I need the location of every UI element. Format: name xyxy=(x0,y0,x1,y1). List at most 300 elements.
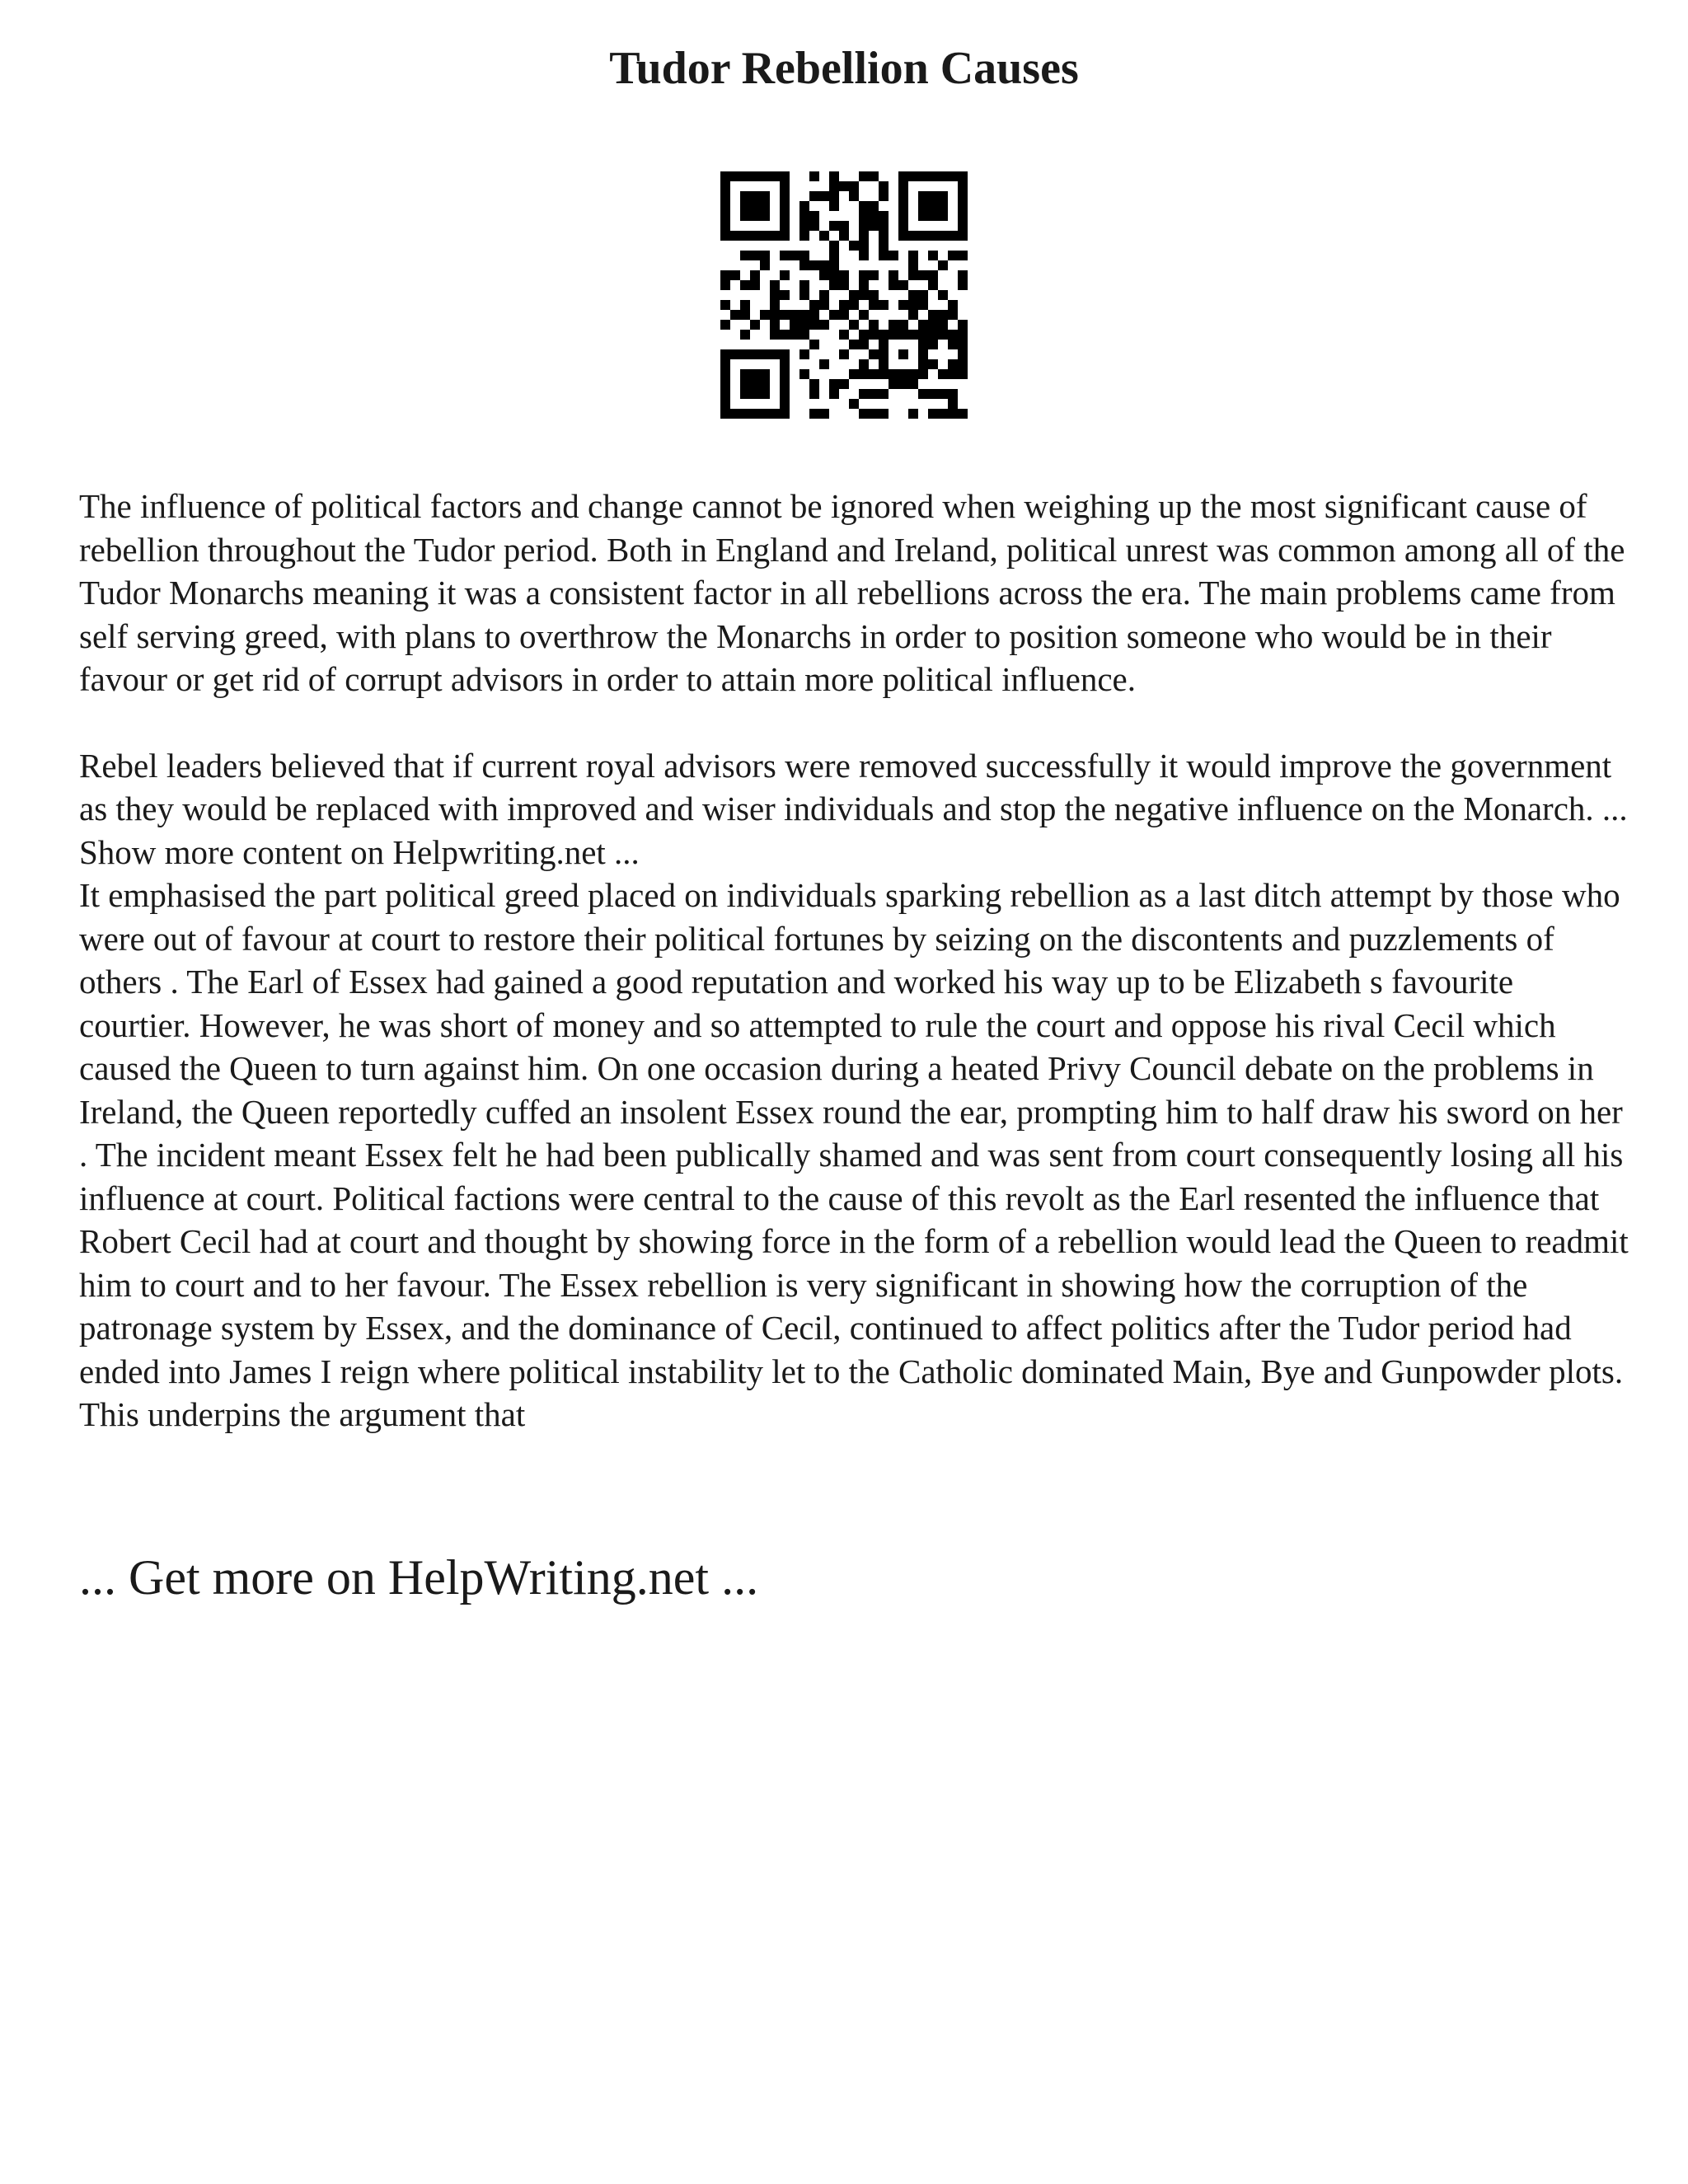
qr-module xyxy=(809,191,819,201)
qr-module xyxy=(948,369,958,379)
qr-module xyxy=(958,251,968,260)
qr-module xyxy=(740,300,750,310)
qr-module xyxy=(869,201,879,211)
qr-module xyxy=(819,320,829,330)
qr-module xyxy=(750,349,760,359)
qr-module xyxy=(849,300,859,310)
qr-module xyxy=(918,231,928,241)
qr-module xyxy=(869,270,879,280)
paragraph-2: Rebel leaders believed that if current royal advisors were removed successfully it would improve the government as they would be replaced with improved and wiser individuals and stop the negative influence on the Monarch. ... Show more content on Helpwriting.net ... xyxy=(79,746,1628,871)
qr-module xyxy=(780,399,790,409)
qr-module xyxy=(869,221,879,231)
qr-module xyxy=(948,300,958,310)
qr-module xyxy=(829,221,839,231)
qr-module xyxy=(819,290,829,300)
qr-module xyxy=(799,280,809,290)
qr-module xyxy=(889,251,898,260)
qr-module xyxy=(869,211,879,221)
qr-module xyxy=(750,251,760,260)
qr-module xyxy=(908,310,918,320)
qr-module xyxy=(938,389,948,399)
qr-module xyxy=(780,231,790,241)
qr-module xyxy=(879,340,889,349)
qr-module xyxy=(918,340,928,349)
qr-module xyxy=(819,260,829,270)
qr-module xyxy=(958,340,968,349)
qr-module xyxy=(859,310,869,320)
qr-module xyxy=(958,181,968,191)
qr-module xyxy=(879,181,889,191)
qr-module xyxy=(819,300,829,310)
qr-module xyxy=(938,409,948,419)
qr-module xyxy=(869,369,879,379)
qr-module xyxy=(799,260,809,270)
qr-module xyxy=(958,280,968,290)
qr-module xyxy=(869,330,879,340)
qr-module xyxy=(889,270,898,280)
qr-module xyxy=(948,231,958,241)
qr-module xyxy=(908,300,918,310)
qr-module xyxy=(958,330,968,340)
qr-module xyxy=(859,201,869,211)
qr-module xyxy=(730,171,740,181)
qr-module xyxy=(958,211,968,221)
qr-module xyxy=(730,409,740,419)
qr-module xyxy=(760,369,770,379)
qr-module xyxy=(908,231,918,241)
qr-module xyxy=(849,181,859,191)
qr-module xyxy=(839,349,849,359)
qr-module xyxy=(829,191,839,201)
qr-module xyxy=(760,201,770,211)
qr-module xyxy=(958,359,968,369)
qr-module xyxy=(898,181,908,191)
paragraph-1: The influence of political factors and change cannot be ignored when weighing up the most significant cause of rebellion throughout the Tudor period. Both in England and Ireland, political unrest was common among all of the Tudor Monarchs meaning it was a consistent factor in all rebellions across the era. The main problems came from self serving greed, with plans to overthrow the Monarchs in order to position someone who would be in their favour or get rid of corrupt advisors in order to attain more political influence. xyxy=(79,487,1625,698)
qr-module xyxy=(849,191,859,201)
qr-module xyxy=(740,211,750,221)
qr-module xyxy=(829,379,839,389)
qr-module xyxy=(948,251,958,260)
qr-module xyxy=(839,330,849,340)
qr-module xyxy=(829,310,839,320)
qr-module xyxy=(799,330,809,340)
qr-module xyxy=(770,290,780,300)
qr-module xyxy=(790,330,799,340)
qr-module xyxy=(948,399,958,409)
qr-module xyxy=(760,349,770,359)
qr-module xyxy=(780,379,790,389)
qr-module xyxy=(879,251,889,260)
qr-module xyxy=(879,241,889,251)
qr-module xyxy=(918,320,928,330)
qr-module xyxy=(760,389,770,399)
qr-module xyxy=(750,379,760,389)
qr-module xyxy=(740,330,750,340)
qr-module xyxy=(750,270,760,280)
qr-module xyxy=(809,340,819,349)
qr-module xyxy=(849,369,859,379)
qr-module xyxy=(879,211,889,221)
qr-module xyxy=(839,270,849,280)
qr-module xyxy=(958,270,968,280)
qr-module xyxy=(780,310,790,320)
qr-module xyxy=(740,389,750,399)
qr-module xyxy=(918,290,928,300)
qr-module xyxy=(780,290,790,300)
qr-module xyxy=(839,280,849,290)
qr-module xyxy=(809,221,819,231)
qr-module xyxy=(849,320,859,330)
qr-module xyxy=(948,310,958,320)
qr-module xyxy=(829,241,839,251)
qr-module xyxy=(938,231,948,241)
qr-module xyxy=(918,349,928,359)
qr-module xyxy=(918,171,928,181)
qr-module xyxy=(958,369,968,379)
qr-code-graphic xyxy=(720,171,968,419)
qr-module xyxy=(859,270,869,280)
qr-module xyxy=(918,300,928,310)
qr-module xyxy=(859,290,869,300)
qr-module xyxy=(859,389,869,399)
qr-module xyxy=(849,290,859,300)
qr-module xyxy=(938,211,948,221)
qr-module xyxy=(740,280,750,290)
qr-module xyxy=(948,389,958,399)
qr-module xyxy=(898,330,908,340)
qr-module xyxy=(770,171,780,181)
qr-module xyxy=(730,310,740,320)
qr-module xyxy=(859,359,869,369)
qr-module xyxy=(720,359,730,369)
qr-module xyxy=(720,280,730,290)
qr-module xyxy=(918,270,928,280)
qr-module xyxy=(859,369,869,379)
qr-module xyxy=(869,290,879,300)
qr-module xyxy=(958,201,968,211)
qr-module xyxy=(829,171,839,181)
qr-module xyxy=(898,211,908,221)
qr-module xyxy=(730,270,740,280)
qr-module xyxy=(879,300,889,310)
qr-module xyxy=(760,409,770,419)
qr-module xyxy=(859,211,869,221)
qr-module xyxy=(889,320,898,330)
qr-module xyxy=(879,389,889,399)
qr-module xyxy=(928,330,938,340)
qr-module xyxy=(958,221,968,231)
qr-module xyxy=(918,201,928,211)
qr-module xyxy=(799,369,809,379)
qr-module xyxy=(819,191,829,201)
qr-module xyxy=(879,330,889,340)
qr-module xyxy=(958,231,968,241)
qr-module xyxy=(809,300,819,310)
qr-module xyxy=(889,379,898,389)
qr-module xyxy=(908,379,918,389)
qr-module xyxy=(770,310,780,320)
qr-module xyxy=(760,260,770,270)
qr-module xyxy=(760,211,770,221)
qr-module xyxy=(869,320,879,330)
qr-module xyxy=(958,191,968,201)
qr-module xyxy=(780,201,790,211)
qr-module xyxy=(720,171,730,181)
qr-module xyxy=(750,211,760,221)
qr-module xyxy=(908,369,918,379)
qr-module xyxy=(879,349,889,359)
qr-module xyxy=(908,270,918,280)
qr-module xyxy=(889,369,898,379)
qr-module xyxy=(958,171,968,181)
qr-module xyxy=(720,221,730,231)
qr-module xyxy=(720,270,730,280)
qr-module xyxy=(730,349,740,359)
qr-module xyxy=(928,211,938,221)
qr-module xyxy=(720,191,730,201)
qr-module xyxy=(898,231,908,241)
qr-module xyxy=(948,409,958,419)
qr-module xyxy=(928,280,938,290)
qr-module xyxy=(720,399,730,409)
qr-module xyxy=(898,280,908,290)
qr-module xyxy=(938,369,948,379)
qr-module xyxy=(799,251,809,260)
qr-module xyxy=(928,231,938,241)
qr-module xyxy=(750,409,760,419)
qr-module xyxy=(770,280,780,290)
qr-module xyxy=(750,191,760,201)
qr-module xyxy=(898,369,908,379)
qr-module xyxy=(780,221,790,231)
qr-module xyxy=(809,320,819,330)
qr-module xyxy=(898,379,908,389)
qr-module xyxy=(958,409,968,419)
qr-module xyxy=(790,251,799,260)
qr-module xyxy=(819,231,829,241)
qr-module xyxy=(928,251,938,260)
qr-module xyxy=(948,340,958,349)
qr-module xyxy=(799,201,809,211)
qr-module xyxy=(780,409,790,419)
qr-module xyxy=(740,349,750,359)
qr-module xyxy=(938,201,948,211)
qr-module xyxy=(879,191,889,201)
qr-module xyxy=(750,320,760,330)
qr-module xyxy=(879,359,889,369)
qr-module xyxy=(859,409,869,419)
qr-code-image xyxy=(720,171,968,419)
qr-module xyxy=(799,211,809,221)
qr-module xyxy=(780,369,790,379)
qr-module xyxy=(928,270,938,280)
get-more-link[interactable]: ... Get more on HelpWriting.net ... xyxy=(79,1550,759,1605)
qr-module xyxy=(859,221,869,231)
qr-module xyxy=(770,231,780,241)
qr-module xyxy=(760,251,770,260)
qr-module xyxy=(760,231,770,241)
qr-module xyxy=(750,389,760,399)
qr-module xyxy=(720,320,730,330)
qr-module xyxy=(799,231,809,241)
qr-module xyxy=(859,171,869,181)
qr-module xyxy=(918,389,928,399)
qr-module xyxy=(809,171,819,181)
qr-module xyxy=(799,290,809,300)
qr-module xyxy=(928,409,938,419)
qr-module xyxy=(928,171,938,181)
qr-module xyxy=(849,241,859,251)
qr-module xyxy=(839,231,849,241)
qr-module xyxy=(720,369,730,379)
qr-module xyxy=(809,310,819,320)
qr-module xyxy=(780,389,790,399)
qr-module xyxy=(928,389,938,399)
qr-module xyxy=(839,181,849,191)
qr-module xyxy=(879,231,889,241)
qr-module xyxy=(928,191,938,201)
qr-module xyxy=(839,379,849,389)
qr-module xyxy=(869,300,879,310)
qr-module xyxy=(770,349,780,359)
qr-module xyxy=(918,359,928,369)
qr-module xyxy=(859,231,869,241)
qr-module xyxy=(898,349,908,359)
qr-module xyxy=(859,330,869,340)
qr-module xyxy=(720,409,730,419)
qr-module xyxy=(750,231,760,241)
qr-module xyxy=(928,340,938,349)
qr-module xyxy=(740,171,750,181)
qr-module xyxy=(770,409,780,419)
qr-module xyxy=(898,191,908,201)
qr-module xyxy=(780,359,790,369)
qr-module xyxy=(829,181,839,191)
qr-module xyxy=(908,330,918,340)
qr-module xyxy=(948,330,958,340)
qr-module xyxy=(938,171,948,181)
qr-module xyxy=(730,231,740,241)
article-body xyxy=(79,485,1629,1436)
qr-module xyxy=(938,320,948,330)
qr-module xyxy=(740,369,750,379)
qr-module xyxy=(740,310,750,320)
qr-module xyxy=(898,201,908,211)
qr-module xyxy=(770,320,780,330)
qr-module xyxy=(740,191,750,201)
qr-module xyxy=(889,330,898,340)
qr-module xyxy=(740,251,750,260)
qr-module xyxy=(799,221,809,231)
qr-module xyxy=(720,379,730,389)
qr-module xyxy=(809,389,819,399)
qr-module xyxy=(918,330,928,340)
qr-module xyxy=(928,320,938,330)
qr-module xyxy=(869,171,879,181)
qr-module xyxy=(948,171,958,181)
qr-module xyxy=(889,280,898,290)
qr-module xyxy=(948,359,958,369)
qr-module xyxy=(839,300,849,310)
qr-module xyxy=(780,349,790,359)
qr-module xyxy=(799,310,809,320)
qr-module xyxy=(829,270,839,280)
qr-module xyxy=(859,241,869,251)
qr-module xyxy=(898,171,908,181)
qr-module xyxy=(918,369,928,379)
qr-module xyxy=(720,211,730,221)
qr-module xyxy=(938,290,948,300)
qr-module xyxy=(819,409,829,419)
qr-module xyxy=(750,369,760,379)
qr-module xyxy=(809,379,819,389)
qr-module xyxy=(928,359,938,369)
qr-module xyxy=(760,379,770,389)
qr-module xyxy=(829,251,839,260)
qr-module xyxy=(908,171,918,181)
qr-module xyxy=(799,320,809,330)
qr-module xyxy=(898,300,908,310)
qr-module xyxy=(740,201,750,211)
qr-module xyxy=(879,409,889,419)
qr-module xyxy=(839,310,849,320)
qr-module xyxy=(760,310,770,320)
qr-module xyxy=(958,320,968,330)
qr-module xyxy=(809,260,819,270)
qr-module xyxy=(780,171,790,181)
qr-module xyxy=(859,251,869,260)
qr-module xyxy=(829,389,839,399)
qr-module xyxy=(780,181,790,191)
qr-module xyxy=(819,359,829,369)
qr-module xyxy=(839,221,849,231)
qr-module xyxy=(780,251,790,260)
qr-module xyxy=(879,369,889,379)
qr-module xyxy=(750,171,760,181)
qr-module xyxy=(869,409,879,419)
qr-module xyxy=(908,409,918,419)
qr-module xyxy=(869,349,879,359)
qr-module xyxy=(720,300,730,310)
qr-module xyxy=(898,320,908,330)
qr-module xyxy=(819,270,829,280)
qr-module xyxy=(780,330,790,340)
qr-module xyxy=(790,310,799,320)
qr-module xyxy=(938,191,948,201)
qr-module xyxy=(720,349,730,359)
qr-module xyxy=(760,191,770,201)
qr-module xyxy=(780,211,790,221)
qr-module xyxy=(908,290,918,300)
qr-module xyxy=(809,409,819,419)
qr-module xyxy=(898,221,908,231)
qr-module xyxy=(938,310,948,320)
qr-module xyxy=(809,211,819,221)
qr-module xyxy=(908,260,918,270)
qr-module xyxy=(849,340,859,349)
qr-module xyxy=(750,201,760,211)
qr-module xyxy=(720,181,730,191)
qr-module xyxy=(750,280,760,290)
qr-module xyxy=(859,340,869,349)
qr-module xyxy=(938,260,948,270)
qr-module xyxy=(918,191,928,201)
paragraph-3: It emphasised the part political greed placed on individuals sparking rebellion as a last ditch attempt by those who were out of favour at court to restore their political fortunes by seizing on the discontents and puzzlements of others . The Earl of Essex had gained a good reputation and worked his way up to be Elizabeth s favourite courtier. However, he was short of money and so attempted to rule the court and oppose his rival Cecil which caused the Queen to turn against him. On one occasion during a heated Privy Council debate on the problems in Ireland, the Queen reportedly cuffed an insolent Essex round the ear, prompting him to half draw his sword on her . The incident meant Essex felt he had been publically shamed and was sent from court consequently losing all his influence at court. Political factions were central to the cause of this revolt as the Earl resented the influence that Robert Cecil had at court and thought by showing force in the form of a rebellion would lead the Queen to readmit him to court and to her favour. The Essex rebellion is very significant in showing how the corruption of the patronage system by Essex, and the dominance of Cecil, continued to affect politics after the Tudor period had ended into James I reign where political instability let to the Catholic dominated Main, Bye and Gunpowder plots. This underpins the argument that xyxy=(79,876,1629,1433)
qr-module xyxy=(869,389,879,399)
qr-module xyxy=(720,389,730,399)
qr-module xyxy=(740,409,750,419)
qr-module xyxy=(958,349,968,359)
